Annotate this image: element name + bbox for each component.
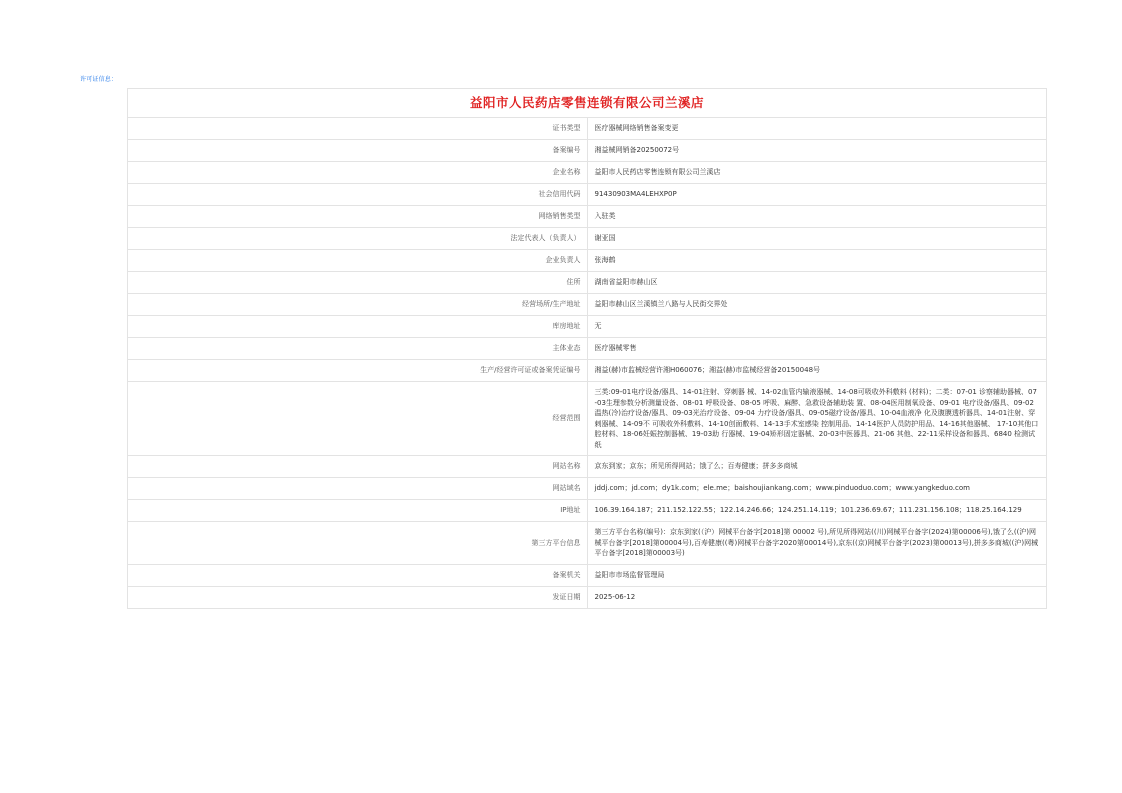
table-row (128, 522, 1047, 565)
field-value-residence: 湖南省益阳市赫山区 (587, 272, 1047, 294)
field-label-company-head: 企业负责人 (128, 250, 588, 272)
field-label-warehouse: 库房地址 (128, 316, 588, 338)
field-value-authority: 益阳市市场监督管理局 (587, 564, 1047, 586)
field-label-sales-type: 网络销售类型 (128, 206, 588, 228)
field-label-business-form: 主体业态 (128, 338, 588, 360)
field-value-business-form: 医疗器械零售 (587, 338, 1047, 360)
field-value-warehouse: 无 (587, 316, 1047, 338)
field-value-website-name: 京东到家；京东；所见所得网站；饿了么；百寿健康；拼多多商城 (587, 456, 1047, 478)
field-label-authority: 备案机关 (128, 564, 588, 586)
table-row (128, 184, 1047, 206)
company-title: 益阳市人民药店零售连锁有限公司兰溪店 (469, 94, 704, 110)
field-label-credit-code: 社会信用代码 (128, 184, 588, 206)
table-row (128, 316, 1047, 338)
field-value-business-address: 益阳市赫山区兰溪镇兰八路与人民街交界处 (587, 294, 1047, 316)
table-row (128, 228, 1047, 250)
field-label-business-scope: 经营范围 (128, 382, 588, 456)
field-value-credit-code: 91430903MA4LEHXP0P (587, 184, 1047, 206)
field-label-permit-number: 生产/经营许可证或备案凭证编号 (128, 360, 588, 382)
table-row (128, 382, 1047, 456)
table-row (128, 500, 1047, 522)
table-row (128, 338, 1047, 360)
field-value-ip-address: 106.39.164.187；211.152.122.55；122.14.246.66；124.251.14.119；101.236.69.67；111.231.156.108；118.25.164.129 (587, 500, 1047, 522)
table-row (128, 294, 1047, 316)
table-row (128, 586, 1047, 608)
field-label-ip-address: IP地址 (128, 500, 588, 522)
field-label-residence: 住所 (128, 272, 588, 294)
field-value-record-number: 湘益械网销备20250072号 (587, 140, 1047, 162)
table-row (128, 206, 1047, 228)
field-value-legal-rep: 谢亚国 (587, 228, 1047, 250)
field-label-record-number: 备案编号 (128, 140, 588, 162)
field-value-domain: jddj.com；jd.com；dy1k.com；ele.me；baishoujiankang.com；www.pinduoduo.com；www.yangkeduo.com (587, 478, 1047, 500)
title-row (128, 89, 1047, 118)
field-value-business-scope: 三类:09-01电疗设备/器具、14-01注射、穿刺器 械、14-02血管内输液器械、14-08可吸收外科敷料 (材料)；二类：07-01 诊察辅助器械、07-03生理参数分析测量设备、08-01 呼吸设备、08-05 呼吸、麻醉、急救设备辅助装 置、08-04医用制氧设备、09-01 电疗设备/器具、09-02 温热(冷)治疗设备/器具、09-03光治疗设备、09-04 力疗设备/器具、09-05磁疗设备/器具、10-04血液净 化及腹膜透析器具、14-01注射、穿刺器械、14-09不 可吸收外科敷料、14-10创面敷料、14-13手术室感染 控制用品、14-14医护人员防护用品、14-16其他器械、 17-10其他口腔材料、18-06妊娠控制器械、19-03助 行器械、19-04矫形固定器械、20-03中医器具、21-06 其他、22-11采样设备和器具、6840 检测试纸 (587, 382, 1047, 456)
field-label-legal-rep: 法定代表人（负责人） (128, 228, 588, 250)
field-value-third-party: 第三方平台名称(编号)：京东到家(（沪）网械平台备字[2018]第 00002 号),所见所得网站((川)网械平台备字(2024)第00006号),饿了么((沪)网械平台备字[2018]第00004号),百寿健康((粤)网械平台备字2020第00014号),京东((京)网械平台备字(2023)第00013号),拼多多商城((沪)网械平台备字[2018]第00003号) (587, 522, 1047, 565)
field-label-issue-date: 发证日期 (128, 586, 588, 608)
field-value-cert-type: 医疗器械网络销售备案变更 (587, 118, 1047, 140)
field-label-website-name: 网站名称 (128, 456, 588, 478)
title-cell (128, 89, 1047, 118)
field-value-issue-date: 2025-06-12 (587, 586, 1047, 608)
field-label-third-party: 第三方平台信息 (128, 522, 588, 565)
table-row (128, 272, 1047, 294)
table-row (128, 162, 1047, 184)
field-value-permit-number: 湘益(赫)市监械经营许湘H060076；湘益(赫)市监械经营备20150048号 (587, 360, 1047, 382)
table-row (128, 564, 1047, 586)
field-value-company-name: 益阳市人民药店零售连锁有限公司兰溪店 (587, 162, 1047, 184)
field-label-company-name: 企业名称 (128, 162, 588, 184)
table-row (128, 360, 1047, 382)
table-row (128, 118, 1047, 140)
license-table (127, 88, 1047, 609)
license-info-label: 许可证信息： (80, 76, 118, 83)
field-label-business-address: 经营场所/生产地址 (128, 294, 588, 316)
table-row (128, 478, 1047, 500)
field-label-domain: 网站域名 (128, 478, 588, 500)
table-row (128, 456, 1047, 478)
field-value-company-head: 张海鹤 (587, 250, 1047, 272)
table-row (128, 140, 1047, 162)
table-row (128, 250, 1047, 272)
field-value-sales-type: 入驻类 (587, 206, 1047, 228)
field-label-cert-type: 证书类型 (128, 118, 588, 140)
